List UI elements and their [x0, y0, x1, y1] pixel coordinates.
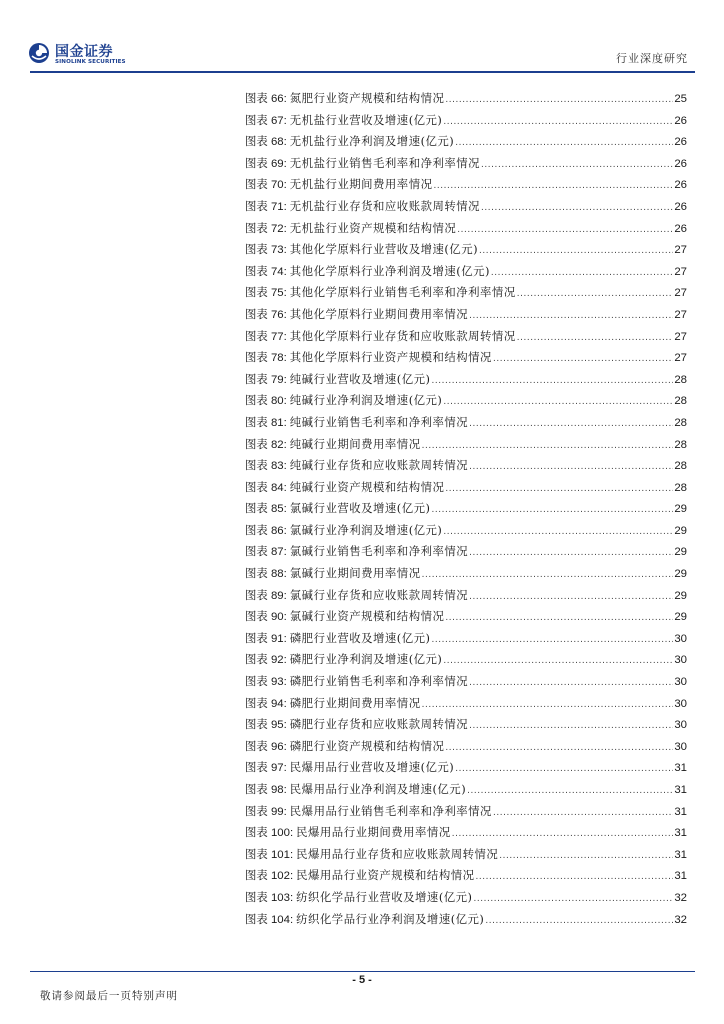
header-divider — [30, 71, 695, 73]
toc-entry-page: 26 — [674, 200, 687, 213]
toc-entry-title: 其他化学原料行业销售毛利率和净利率情况 — [289, 285, 516, 300]
toc-entry-page: 31 — [674, 870, 687, 883]
toc-entry[interactable] — [245, 174, 687, 196]
page-number: - 5 - — [352, 974, 372, 986]
toc-dot-leader — [443, 391, 673, 413]
toc-entry-title: 氯碱行业销售毛利率和净利率情况 — [289, 544, 469, 559]
toc-entry[interactable] — [245, 498, 687, 520]
toc-dot-leader — [485, 910, 673, 932]
toc-entry-page: 27 — [674, 308, 687, 321]
toc-entry-title: 氮肥行业资产规模和结构情况 — [289, 91, 445, 105]
company-logo — [28, 40, 138, 70]
toc-entry-title: 其他化学原料行业资产规模和结构情况 — [289, 350, 492, 365]
toc-entry-title: 磷肥行业营收及增速(亿元) — [289, 630, 431, 645]
toc-entry-page: 30 — [674, 632, 687, 645]
toc-entry[interactable] — [245, 801, 687, 823]
toc-entry[interactable] — [245, 196, 687, 218]
toc-entry-title: 纺织化学品行业营收及增速(亿元) — [296, 889, 473, 904]
toc-entry[interactable] — [245, 736, 687, 758]
toc-entry-page: 31 — [674, 784, 687, 796]
toc-entry-title: 无机盐行业期间费用率情况 — [289, 177, 433, 192]
toc-entry-title: 民爆用品行业期间费用率情况 — [296, 825, 451, 840]
toc-entry[interactable] — [245, 822, 687, 844]
toc-entry-page: 28 — [674, 460, 687, 473]
toc-entry-label: 图表 98: — [245, 784, 287, 796]
toc-entry-title: 磷肥行业期间费用率情况 — [289, 695, 421, 710]
toc-entry[interactable] — [245, 390, 687, 412]
toc-entry-title: 民爆用品行业销售毛利率和净利率情况 — [289, 803, 492, 818]
report-type: 行业深度研究 — [616, 52, 688, 65]
toc-entry-title: 无机盐行业净利润及增速(亿元) — [289, 134, 455, 149]
toc-dot-leader — [469, 586, 673, 608]
toc-entry-page: 26 — [674, 157, 687, 170]
toc-entry-page: 30 — [674, 654, 687, 667]
toc-dot-leader — [469, 456, 673, 478]
toc-dot-leader — [457, 219, 673, 241]
toc-entry-page: 26 — [674, 179, 687, 192]
toc-entry-page: 26 — [674, 222, 687, 235]
toc-dot-leader — [433, 175, 673, 197]
toc-entry-page: 27 — [674, 287, 687, 300]
logo-cn-text: 国金证券 — [55, 44, 113, 60]
toc-dot-leader — [445, 737, 673, 759]
page-header — [0, 0, 724, 75]
toc-entry-title: 磷肥行业存货和应收账款周转情况 — [289, 717, 469, 732]
toc-dot-leader — [422, 694, 674, 716]
toc-entry-page: 28 — [674, 373, 687, 386]
toc-dot-leader — [431, 629, 673, 651]
toc-entry[interactable] — [245, 218, 687, 240]
toc-entry-title: 其他化学原料行业存货和应收账款周转情况 — [289, 328, 516, 343]
toc-entry-page: 26 — [674, 114, 687, 127]
toc-entry-page: 27 — [674, 265, 687, 278]
toc-entry-page: 28 — [674, 438, 687, 451]
toc-entry-title: 纺织化学品行业净利润及增速(亿元) — [296, 911, 485, 926]
toc-entry-page: 29 — [674, 568, 687, 581]
toc-dot-leader — [469, 413, 673, 435]
toc-dot-leader — [469, 672, 673, 694]
toc-dot-leader — [443, 521, 673, 543]
toc-dot-leader — [445, 478, 673, 500]
toc-entry-label: 图表 73: — [245, 244, 287, 257]
toc-entry-label: 图表 104: — [245, 913, 294, 926]
toc-entry[interactable] — [245, 110, 687, 132]
toc-entry-title: 无机盐行业销售毛利率和净利率情况 — [289, 155, 481, 170]
toc-entry-label: 图表 67: — [245, 114, 287, 127]
toc-entry-page: 27 — [674, 352, 687, 365]
toc-entry-label: 图表 90: — [245, 611, 287, 624]
toc-dot-leader — [467, 780, 673, 802]
toc-entry-page: 32 — [674, 913, 687, 926]
toc-entry-label: 图表 85: — [245, 503, 287, 516]
toc-dot-leader — [443, 111, 673, 133]
toc-entry-label: 图表 95: — [245, 719, 287, 732]
toc-entry-page: 32 — [674, 891, 687, 904]
toc-dot-leader — [517, 283, 674, 305]
toc-entry-page: 31 — [674, 762, 687, 775]
toc-entry[interactable] — [245, 887, 687, 909]
toc-entry-title: 纯碱行业营收及增速(亿元) — [289, 371, 431, 386]
toc-dot-leader — [443, 650, 673, 672]
toc-entry[interactable] — [245, 239, 687, 261]
toc-entry-page: 25 — [674, 93, 687, 105]
toc-dot-leader — [445, 607, 673, 629]
toc-entry[interactable] — [245, 628, 687, 650]
toc-entry[interactable] — [245, 779, 687, 801]
toc-entry-page: 29 — [674, 546, 687, 559]
toc-entry-label: 图表 100: — [245, 827, 294, 840]
toc-entry-label: 图表 81: — [245, 416, 287, 429]
toc-entry-page: 30 — [674, 740, 687, 753]
toc-entry-title: 其他化学原料行业期间费用率情况 — [289, 306, 469, 321]
toc-entry-title: 纯碱行业存货和应收账款周转情况 — [289, 458, 469, 473]
toc-entry-label: 图表 87: — [245, 546, 287, 559]
toc-entry[interactable] — [245, 282, 687, 304]
toc-entry-page: 26 — [674, 136, 687, 149]
toc-entry-page: 27 — [674, 244, 687, 257]
toc-entry-page: 31 — [674, 827, 687, 840]
toc-entry[interactable] — [245, 434, 687, 456]
toc-entry[interactable] — [245, 455, 687, 477]
toc-entry-title: 纯碱行业资产规模和结构情况 — [289, 479, 445, 494]
toc-entry-page: 30 — [674, 697, 687, 710]
toc-dot-leader — [473, 888, 673, 910]
toc-entry-page: 29 — [674, 589, 687, 602]
toc-entry-title: 其他化学原料行业净利润及增速(亿元) — [289, 263, 490, 278]
toc-entry[interactable] — [245, 412, 687, 434]
toc-entry-label: 图表 91: — [245, 632, 287, 645]
toc-entry-title: 纯碱行业销售毛利率和净利率情况 — [289, 414, 469, 429]
toc-dot-leader — [491, 262, 673, 284]
toc-entry-title: 民爆用品行业净利润及增速(亿元) — [289, 782, 467, 796]
toc-entry-label: 图表 76: — [245, 308, 287, 321]
toc-entry[interactable] — [245, 369, 687, 391]
toc-entry-label: 图表 74: — [245, 265, 287, 278]
toc-entry-label: 图表 101: — [245, 848, 294, 861]
figure-index-list — [245, 88, 687, 930]
toc-entry-label: 图表 99: — [245, 805, 287, 818]
toc-entry-title: 无机盐行业资产规模和结构情况 — [289, 220, 457, 235]
toc-entry-label: 图表 66: — [245, 93, 287, 105]
toc-entry-label: 图表 70: — [245, 179, 287, 192]
toc-entry-title: 民爆用品行业营收及增速(亿元) — [289, 760, 455, 775]
toc-entry-page: 29 — [674, 503, 687, 516]
toc-entry-label: 图表 89: — [245, 589, 287, 602]
toc-entry[interactable] — [245, 693, 687, 715]
toc-entry-page: 28 — [674, 395, 687, 408]
toc-entry-label: 图表 69: — [245, 157, 287, 170]
toc-entry-page: 29 — [674, 524, 687, 537]
toc-entry-label: 图表 86: — [245, 524, 287, 537]
toc-entry-label: 图表 92: — [245, 654, 287, 667]
toc-entry-page: 28 — [674, 416, 687, 429]
toc-dot-leader — [431, 499, 673, 521]
toc-dot-leader — [469, 305, 673, 327]
toc-entry-title: 氯碱行业净利润及增速(亿元) — [289, 522, 443, 537]
toc-dot-leader — [455, 132, 673, 154]
toc-dot-leader — [422, 564, 674, 586]
toc-dot-leader — [469, 542, 673, 564]
toc-dot-leader — [431, 370, 673, 392]
toc-entry[interactable] — [245, 757, 687, 779]
toc-dot-leader — [452, 823, 674, 845]
toc-entry-label: 图表 71: — [245, 200, 287, 213]
toc-entry-page: 27 — [674, 330, 687, 343]
toc-entry-label: 图表 102: — [245, 870, 294, 883]
toc-entry-label: 图表 97: — [245, 762, 287, 775]
toc-entry[interactable] — [245, 671, 687, 693]
toc-dot-leader — [517, 327, 674, 349]
toc-entry-label: 图表 96: — [245, 740, 287, 753]
toc-entry-label: 图表 88: — [245, 568, 287, 581]
toc-entry-label: 图表 94: — [245, 697, 287, 710]
footer-divider — [30, 971, 695, 972]
toc-entry[interactable] — [245, 153, 687, 175]
toc-entry-label: 图表 68: — [245, 136, 287, 149]
toc-dot-leader — [481, 197, 673, 219]
toc-entry[interactable] — [245, 585, 687, 607]
toc-entry-title: 纯碱行业期间费用率情况 — [289, 436, 421, 451]
toc-dot-leader — [481, 154, 673, 176]
toc-entry-title: 其他化学原料行业营收及增速(亿元) — [289, 242, 479, 257]
toc-entry-title: 氯碱行业期间费用率情况 — [289, 566, 421, 581]
toc-entry-label: 图表 75: — [245, 287, 287, 300]
toc-entry-label: 图表 83: — [245, 460, 287, 473]
toc-entry[interactable] — [245, 477, 687, 499]
toc-dot-leader — [493, 348, 673, 370]
sinolink-logo-icon — [28, 42, 50, 64]
toc-dot-leader — [493, 802, 673, 824]
toc-entry[interactable] — [245, 606, 687, 628]
toc-entry-page: 31 — [674, 848, 687, 861]
toc-entry-page: 28 — [674, 481, 687, 494]
toc-entry-label: 图表 82: — [245, 438, 287, 451]
toc-entry-title: 纯碱行业净利润及增速(亿元) — [289, 393, 443, 408]
toc-entry-label: 图表 72: — [245, 222, 287, 235]
toc-entry-title: 无机盐行业存货和应收账款周转情况 — [289, 198, 481, 213]
toc-entry[interactable] — [245, 541, 687, 563]
toc-entry-title: 无机盐行业营收及增速(亿元) — [289, 112, 443, 127]
toc-dot-leader — [476, 866, 674, 888]
toc-entry[interactable] — [245, 261, 687, 283]
toc-entry-label: 图表 79: — [245, 373, 287, 386]
toc-entry-label: 图表 103: — [245, 891, 294, 904]
toc-entry-label: 图表 77: — [245, 330, 287, 343]
logo-en-text: SINOLINK SECURITIES — [55, 59, 126, 65]
toc-entry-title: 磷肥行业资产规模和结构情况 — [289, 738, 445, 753]
toc-entry-page: 29 — [674, 611, 687, 624]
toc-entry-title: 民爆用品行业资产规模和结构情况 — [296, 868, 475, 883]
toc-entry[interactable] — [245, 326, 687, 348]
toc-dot-leader — [445, 89, 673, 111]
toc-entry[interactable] — [245, 649, 687, 671]
toc-dot-leader — [422, 435, 674, 457]
toc-dot-leader — [455, 758, 673, 780]
toc-entry[interactable] — [245, 714, 687, 736]
toc-entry-page: 30 — [674, 719, 687, 732]
toc-entry-title: 民爆用品行业存货和应收账款周转情况 — [296, 846, 499, 861]
toc-entry[interactable] — [245, 131, 687, 153]
toc-entry-page: 31 — [674, 805, 687, 818]
toc-entry[interactable] — [245, 563, 687, 585]
toc-entry[interactable] — [245, 347, 687, 369]
toc-dot-leader — [469, 715, 673, 737]
toc-entry-title: 磷肥行业销售毛利率和净利率情况 — [289, 674, 469, 689]
toc-entry[interactable] — [245, 865, 687, 887]
toc-entry-label: 图表 80: — [245, 395, 287, 408]
toc-entry[interactable] — [245, 304, 687, 326]
toc-entry[interactable] — [245, 520, 687, 542]
toc-entry-title: 氯碱行业营收及增速(亿元) — [289, 501, 431, 516]
toc-entry-page: 30 — [674, 676, 687, 689]
toc-entry-label: 图表 84: — [245, 481, 287, 494]
toc-dot-leader — [499, 845, 673, 867]
disclaimer: 敬请参阅最后一页特别声明 — [40, 990, 178, 1002]
toc-entry-label: 图表 93: — [245, 676, 287, 689]
toc-entry[interactable] — [245, 88, 687, 110]
toc-entry[interactable] — [245, 844, 687, 866]
toc-entry-title: 氯碱行业存货和应收账款周转情况 — [289, 587, 469, 602]
toc-entry[interactable] — [245, 909, 687, 931]
toc-entry-title: 氯碱行业资产规模和结构情况 — [289, 609, 445, 624]
toc-entry-title: 磷肥行业净利润及增速(亿元) — [289, 652, 443, 667]
toc-entry-label: 图表 78: — [245, 352, 287, 365]
toc-dot-leader — [479, 240, 673, 262]
